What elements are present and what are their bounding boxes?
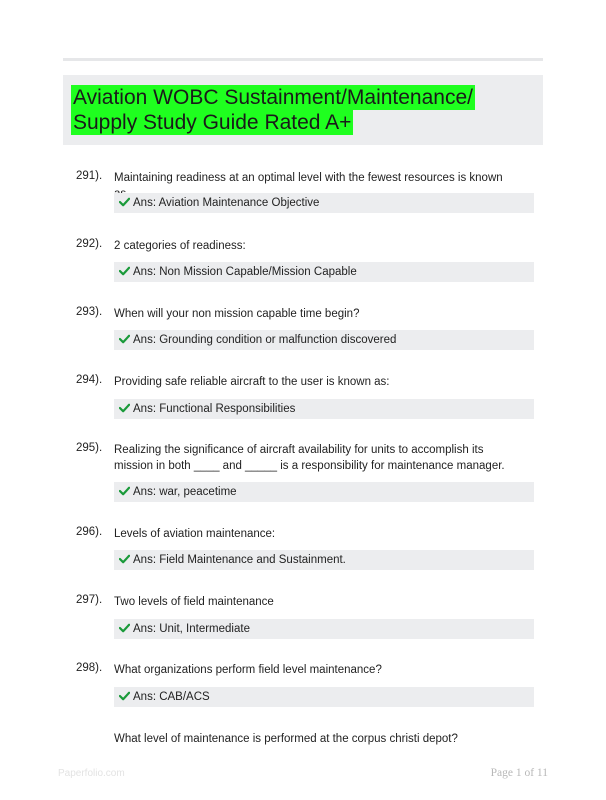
answer-text: Ans: CAB/ACS — [133, 691, 210, 703]
answer-text: Ans: Field Maintenance and Sustainment. — [133, 554, 346, 566]
check-icon — [119, 403, 130, 413]
answer-text: Ans: Non Mission Capable/Mission Capable — [133, 266, 357, 278]
answer-box — [114, 482, 534, 502]
answer-box — [114, 330, 534, 350]
answer-text: Ans: Grounding condition or malfunction discovered — [133, 334, 397, 346]
question-text: Two levels of field maintenance — [114, 596, 274, 608]
question-text: What level of maintenance is performed at the corpus christi depot? — [114, 733, 458, 745]
answer-box — [114, 687, 534, 707]
question-number: 291). — [76, 170, 103, 182]
title-line-1: Aviation WOBC Sustainment/Maintenance/ — [73, 86, 473, 109]
question-number: 294). — [76, 374, 103, 386]
question-text: Levels of aviation maintenance: — [114, 528, 276, 540]
question-text: When will your non mission capable time begin? — [114, 308, 360, 320]
top-divider — [63, 58, 543, 61]
question-text: Providing safe reliable aircraft to the user is known as: — [114, 376, 390, 388]
question-text: What organizations perform field level maintenance? — [114, 664, 382, 676]
answer-box — [114, 619, 534, 639]
title-line-2: Supply Study Guide Rated A+ — [73, 111, 352, 134]
check-icon — [119, 197, 130, 207]
answer-text: Ans: war, peacetime — [133, 486, 237, 498]
question-text: 2 categories of readiness: — [114, 240, 246, 252]
question-number: 293). — [76, 306, 103, 318]
answer-text: Ans: Aviation Maintenance Objective — [133, 197, 320, 209]
answer-box — [114, 550, 534, 570]
question-number: 296). — [76, 526, 103, 538]
check-icon — [119, 691, 130, 701]
question-number: 295). — [76, 442, 103, 454]
page-indicator: Page 1 of 11 — [490, 767, 548, 779]
check-icon — [119, 334, 130, 344]
answer-box — [114, 262, 534, 282]
question-text: Maintaining readiness at an optimal level with the fewest resources is known — [114, 172, 503, 184]
document-title — [71, 85, 475, 135]
answer-box — [114, 193, 534, 213]
question-number: 297). — [76, 594, 103, 606]
check-icon — [119, 266, 130, 276]
answer-box — [114, 399, 534, 419]
question-number: 298). — [76, 662, 103, 674]
answer-text: Ans: Functional Responsibilities — [133, 403, 296, 415]
answer-text: Ans: Unit, Intermediate — [133, 623, 250, 635]
watermark-text: Paperfolio.com — [58, 768, 125, 779]
title-banner — [63, 75, 543, 145]
question-text: Realizing the significance of aircraft availability for units to accomplish its mission in both ____ and _____ is a responsibility for maintenance manager. — [114, 444, 505, 472]
check-icon — [119, 554, 130, 564]
question-number: 292). — [76, 238, 103, 250]
check-icon — [119, 486, 130, 496]
check-icon — [119, 623, 130, 633]
